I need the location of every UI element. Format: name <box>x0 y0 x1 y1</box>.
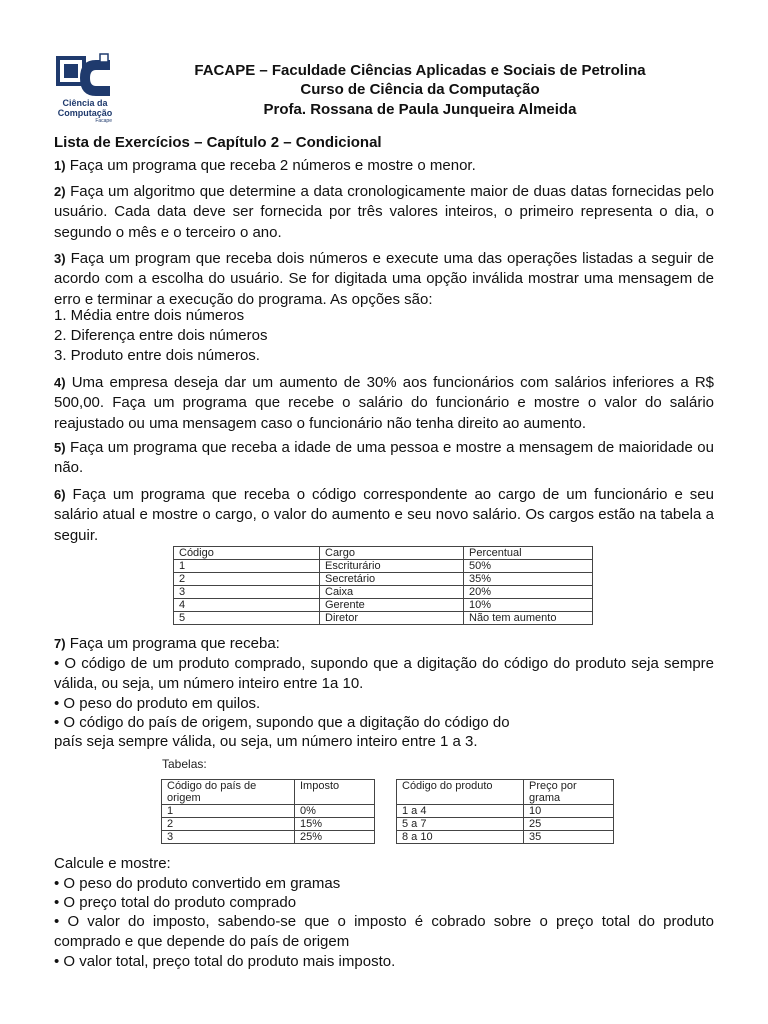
table-cell: 2 <box>162 818 295 831</box>
table-cell: 1 a 4 <box>397 805 524 818</box>
logo-caption-line1: Ciência da <box>62 98 108 108</box>
table-cell: Secretário <box>320 573 464 586</box>
table-header-row <box>174 547 593 560</box>
table-header-cell: Código do país de origem <box>162 780 295 805</box>
table-header-row <box>397 780 614 805</box>
logo-caption-line3: Facape <box>95 118 112 124</box>
exercise-number: 1) <box>54 158 66 173</box>
exercise-7 <box>54 634 714 654</box>
header-professor: Profa. Rossana de Paula Junqueira Almeida <box>263 101 577 118</box>
table-row <box>397 805 614 818</box>
table-header-cell: Percentual <box>464 547 593 560</box>
calc-item: • O valor total, preço total do produto mais imposto. <box>54 953 396 970</box>
table-cell: 25 <box>524 818 614 831</box>
calc-item: • O valor do imposto, sabendo-se que o imposto é cobrado sobre o preço total do produto comprado e que depende do país de origem <box>54 913 714 951</box>
exercise-1 <box>54 156 714 176</box>
exercise-7-bullet: • O código do país de origem, supondo que a digitação do código do <box>54 714 510 731</box>
table-cell: 50% <box>464 560 593 573</box>
table-cell: 15% <box>295 818 375 831</box>
cargo-table <box>173 546 593 625</box>
exercise-number: 3) <box>54 251 66 266</box>
table-header-row <box>162 780 375 805</box>
exercise-7-bullet: • O código de um produto comprado, supondo que a digitação do código do produto seja sempre válida, ou seja, um número inteiro entre 1a 10. <box>54 655 714 693</box>
exercise-text: Uma empresa deseja dar um aumento de 30% aos funcionários com salários inferiores a R$ 500,00. Faça um programa que recebe o salário do funcionário e mostre o valor do salário reajustado ou uma mensagem caso o funcionário não tenha direito ao aumento. <box>54 374 714 432</box>
table-cell: 1 <box>174 560 320 573</box>
table-cell: Diretor <box>320 612 464 625</box>
exercise-7-bullet: • O peso do produto em quilos. <box>54 695 261 712</box>
table-cell: 5 a 7 <box>397 818 524 831</box>
exercise-3-option: 2. Diferença entre dois números <box>54 327 268 344</box>
table-header-cell: Código do produto <box>397 780 524 805</box>
table-row <box>162 818 375 831</box>
table-row <box>397 831 614 844</box>
exercise-text: Faça um programa que receba 2 números e mostre o menor. <box>65 157 476 174</box>
table-cell: 25% <box>295 831 375 844</box>
table-cell: 35 <box>524 831 614 844</box>
table-row <box>174 586 593 599</box>
table-header-cell: Cargo <box>320 547 464 560</box>
table-cell: 0% <box>295 805 375 818</box>
table-row <box>174 599 593 612</box>
table-row <box>162 805 375 818</box>
exercise-number: 7) <box>54 636 66 651</box>
exercise-3-option: 3. Produto entre dois números. <box>54 347 260 364</box>
exercise-number: 4) <box>54 375 66 390</box>
table-cell: Escriturário <box>320 560 464 573</box>
header-institution: FACAPE – Faculdade Ciências Aplicadas e Sociais de Petrolina <box>194 62 646 79</box>
exercise-number: 6) <box>54 487 66 502</box>
table-cell: 10 <box>524 805 614 818</box>
table-cell: Caixa <box>320 586 464 599</box>
table-cell: 4 <box>174 599 320 612</box>
table-cell: 3 <box>162 831 295 844</box>
exercise-3-option: 1. Média entre dois números <box>54 307 245 324</box>
table-cell: 2 <box>174 573 320 586</box>
table-cell: 1 <box>162 805 295 818</box>
exercise-4 <box>54 373 714 434</box>
exercise-number: 2) <box>54 184 66 199</box>
table-header-cell: Imposto <box>295 780 375 805</box>
exercise-3 <box>54 249 714 310</box>
exercise-2 <box>54 182 714 243</box>
table-cell: Não tem aumento <box>464 612 593 625</box>
exercise-6 <box>54 485 714 546</box>
exercise-7-bullet: país seja sempre válida, ou seja, um número inteiro entre 1 a 3. <box>54 733 478 750</box>
calc-title: Calcule e mostre: <box>54 855 171 872</box>
exercise-5 <box>54 438 714 479</box>
exercise-text: Faça um programa que receba: <box>65 635 280 652</box>
exercise-text: Faça um program que receba dois números e execute uma das operações listadas a seguir de acordo com a escolha do usuário. Se for digitada uma opção inválida mostrar uma mensagem de erro e terminar a execução do programa. As opções são: <box>54 250 714 308</box>
country-tax-table <box>161 779 375 844</box>
calc-item: • O peso do produto convertido em gramas <box>54 875 341 892</box>
exercise-text: Faça um programa que receba o código correspondente ao cargo de um funcionário e seu salário atual e mostre o cargo, o valor do aumento e seu novo salário. Os cargos estão na tabela a seguir. <box>54 486 714 544</box>
table-cell: 35% <box>464 573 593 586</box>
table-cell: 20% <box>464 586 593 599</box>
table-cell: 8 a 10 <box>397 831 524 844</box>
table-cell: 5 <box>174 612 320 625</box>
exercise-text: Faça um algoritmo que determine a data cronologicamente maior de duas datas fornecidas pelo usuário. Cada data deve ser fornecida por três valores inteiros, o primeiro representa o dia, o segundo o mês e o terceiro o ano. <box>54 183 714 241</box>
logo-caption-line2: Computação <box>57 108 113 118</box>
tables-label: Tabelas: <box>162 757 207 771</box>
table-cell: 3 <box>174 586 320 599</box>
table-cell: Gerente <box>320 599 464 612</box>
calc-item: • O preço total do produto comprado <box>54 894 297 911</box>
list-title: Lista de Exercícios – Capítulo 2 – Condicional <box>54 134 382 151</box>
table-row <box>397 818 614 831</box>
table-row <box>174 612 593 625</box>
exercise-number: 5) <box>54 440 66 455</box>
table-row <box>174 573 593 586</box>
product-price-table <box>396 779 614 844</box>
table-row <box>162 831 375 844</box>
exercise-text: Faça um programa que receba a idade de uma pessoa e mostre a mensagem de maioridade ou não. <box>54 439 714 477</box>
table-row <box>174 560 593 573</box>
header-course: Curso de Ciência da Computação <box>300 81 540 98</box>
logo-caption <box>50 98 120 124</box>
table-cell: 10% <box>464 599 593 612</box>
table-header-cell: Código <box>174 547 320 560</box>
table-header-cell: Preço por grama <box>524 780 614 805</box>
